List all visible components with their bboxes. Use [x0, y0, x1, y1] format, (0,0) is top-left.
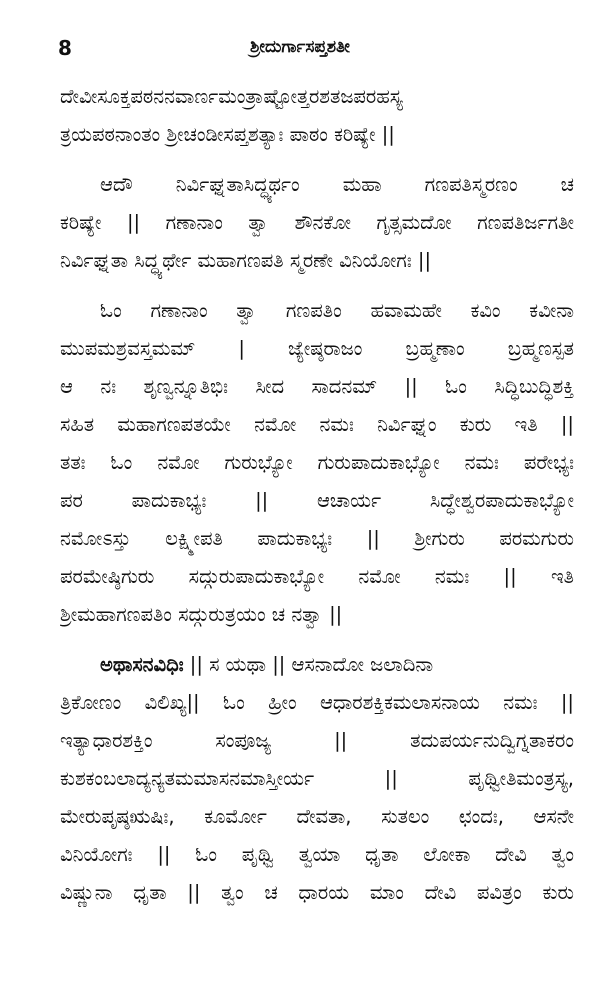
- page-number: 8: [58, 36, 72, 60]
- text-line: ಆ ನಃ ಶೃಣ್ವನ್ನೂತಿಭಿಃ ಸೀದ ಸಾದನಮ್ || ಓಂ ಸಿದ್ಧಿಬುದ್ಧಿಶಕ್ತಿ: [60, 375, 574, 398]
- text-line: ಆದೌ ನಿರ್ವಿಘ್ನತಾಸಿದ್ಧ್ಯರ್ಥಂ ಮಹಾ ಗಣಪತಿಸ್ಮರಣಂ ಚ: [100, 173, 574, 196]
- text-line: ನಮೋಽಸ್ತು ಲಕ್ಷ್ಮೀಪತಿ ಪಾದುಕಾಭ್ಯಃ || ಶ್ರೀಗುರು ಪರಮಗುರು: [60, 527, 574, 550]
- text-line: ಓಂ ಗಣಾನಾಂ ತ್ವಾ ಗಣಪತಿಂ ಹವಾಮಹೇ ಕವಿಂ ಕವೀನಾ: [100, 299, 574, 322]
- text-line: ತತಃ ಓಂ ನಮೋ ಗುರುಭ್ಯೋ ಗುರುಪಾದುಕಾಭ್ಯೋ ನಮಃ ಪರೇಭ್ಯಃ: [60, 451, 574, 474]
- body-text: [60, 78, 574, 912]
- text-line: ಸಹಿತ ಮಹಾಗಣಪತಯೇ ನಮೋ ನಮಃ ನಿರ್ವಿಘ್ನಂ ಕುರು ಇತಿ ||: [60, 413, 574, 436]
- page-header: [0, 34, 600, 64]
- text-line: ಮುಪಮಶ್ರವಸ್ತಮಮ್ | ಜ್ಯೇಷ್ಠರಾಜಂ ಬ್ರಹ್ಮಣಾಂ ಬ್ರಹ್ಮಣಸ್ಪತ: [60, 337, 574, 360]
- text-line: ನಿರ್ವಿಘ್ನತಾ ಸಿದ್ಧ್ಯರ್ಥೇ ಮಹಾಗಣಪತಿ ಸ್ಮರಣೇ ವಿನಿಯೋಗಃ ||: [60, 249, 432, 272]
- text-line: ಶ್ರೀಮಹಾಗಣಪತಿಂ ಸದ್ಗುರುತ್ರಯಂ ಚ ನತ್ವಾ ||: [60, 603, 343, 626]
- text-line: ತ್ರಯಪಠನಾಂತಂ ಶ್ರೀಚಂಡೀಸಪ್ತಶತ್ಯಾಃ ಪಾಠಂ ಕರಿಷ್ಯೇ ||: [60, 123, 395, 146]
- text-line: ವಿಷ್ಣುನಾ ಧೃತಾ || ತ್ವಂ ಚ ಧಾರಯ ಮಾಂ ದೇವಿ ಪವಿತ್ರಂ ಕುರು: [60, 881, 574, 904]
- text-line: ಕರಿಷ್ಯೇ || ಗಣಾನಾಂ ತ್ವಾ ಶೌನಕೋ ಗೃತ್ಸಮದೋ ಗಣಪತಿರ್ಜಗತೀ: [60, 211, 574, 234]
- text-line: ಇತ್ಯಾಧಾರಶಕ್ತಿಂ ಸಂಪೂಜ್ಯ || ತದುಪರ್ಯನುದ್ವಿಗ್ನತಾಕರಂ: [60, 729, 574, 752]
- text-line: ವಿನಿಯೋಗಃ || ಓಂ ಪೃಥ್ವಿ ತ್ವಯಾ ಧೃತಾ ಲೋಕಾ ದೇವಿ ತ್ವಂ: [60, 843, 574, 866]
- text-line: ಪರಮೇಷ್ಠಿಗುರು ಸದ್ಗುರುಪಾದುಕಾಭ್ಯೋ ನಮೋ ನಮಃ || ಇತಿ: [60, 565, 574, 588]
- text-line: ಮೇರುಪೃಷ್ಠಋಷಿಃ, ಕೂರ್ಮೋ ದೇವತಾ, ಸುತಲಂ ಛಂದಃ, ಆಸನೇ: [60, 805, 574, 828]
- text-line: ತ್ರಿಕೋಣಂ ವಿಲಿಖ್ಯ|| ಓಂ ಹ್ರೀಂ ಆಧಾರಶಕ್ತಿಕಮಲಾಸನಾಯ ನಮಃ ||: [60, 691, 574, 714]
- text-line: ದೇವೀಸೂಕ್ತಪಠನನವಾರ್ಣಮಂತ್ರಾಷ್ಟೋತ್ತರಶತಜಪರಹಸ್ಯ: [60, 85, 403, 108]
- text-line: ಪರ ಪಾದುಕಾಭ್ಯಃ || ಆಚಾರ್ಯ ಸಿದ್ಧೇಶ್ವರಪಾದುಕಾಭ್ಯೋ: [60, 489, 574, 512]
- section-heading: ಅಥಾಸನವಿಧಿಃ: [100, 653, 184, 676]
- heading-line-text: || ಸ ಯಥಾ || ಆಸನಾದೋ ಜಲಾದಿನಾ: [183, 653, 434, 676]
- text-line: ಕುಶಕಂಬಲಾದ್ಯನ್ಯತಮಮಾಸನಮಾಸ್ತೀರ್ಯ || ಪೃಥ್ವೀತಿಮಂತ್ರಸ್ಯ,: [60, 767, 574, 790]
- text-line: [60, 646, 574, 684]
- running-title: ಶ್ರೀದುರ್ಗಾಸಪ್ತಶತೀ: [250, 37, 350, 57]
